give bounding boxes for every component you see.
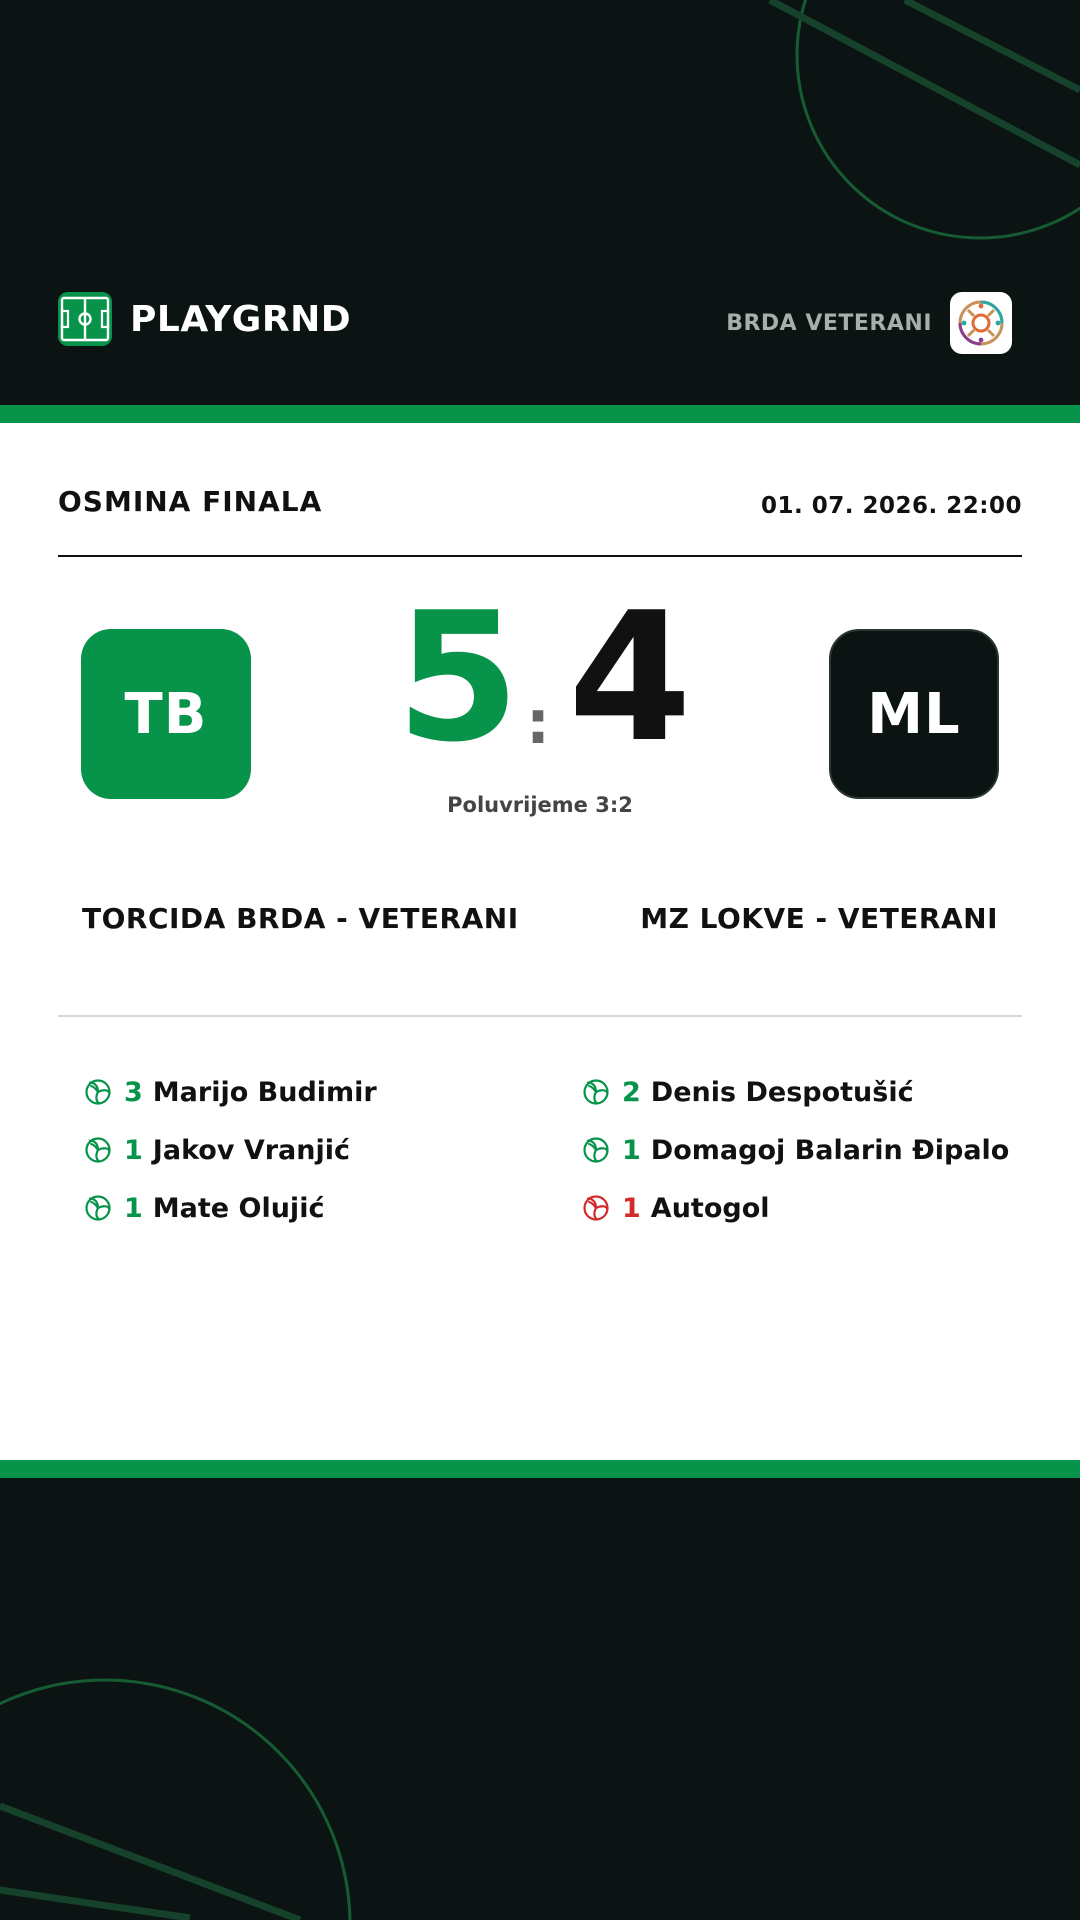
- away-team-badge: ML: [829, 629, 999, 799]
- league-name: BRDA VETERANI: [726, 310, 932, 336]
- scorer-item: [582, 1063, 1009, 1121]
- accent-stripe-bottom: [0, 1460, 1080, 1478]
- volleyball-icon: [582, 1194, 610, 1222]
- scorer-name: Denis Despotušić: [650, 1076, 914, 1108]
- match-datetime: 01. 07. 2026. 22:00: [761, 493, 1022, 519]
- ball-emblem-icon: [956, 298, 1006, 348]
- volleyball-icon: [84, 1078, 112, 1106]
- accent-stripe-top: [0, 405, 1080, 423]
- goal-count: 1: [622, 1192, 641, 1224]
- away-score: 4: [568, 574, 692, 781]
- goal-count: 1: [124, 1192, 143, 1224]
- league-logo: [950, 292, 1012, 354]
- volleyball-icon: [582, 1136, 610, 1164]
- goal-count: 3: [124, 1076, 143, 1108]
- scorer-item: [84, 1121, 377, 1179]
- scorer-name: Mate Olujić: [152, 1192, 325, 1224]
- away-scorers-list: [582, 1063, 1009, 1237]
- goal-count: 1: [622, 1134, 641, 1166]
- divider: [58, 1015, 1022, 1017]
- goal-count: 1: [124, 1134, 143, 1166]
- home-score: 5: [396, 574, 520, 781]
- round-label: OSMINA FINALA: [58, 485, 323, 518]
- divider: [58, 555, 1022, 557]
- scorer-item: [84, 1179, 377, 1237]
- volleyball-icon: [84, 1194, 112, 1222]
- scorer-item: [84, 1063, 377, 1121]
- away-team-name: MZ LOKVE - VETERANI: [640, 902, 998, 935]
- score-separator: :: [526, 688, 550, 758]
- brand-name: PLAYGRND: [130, 298, 352, 340]
- league: [726, 292, 1012, 354]
- volleyball-icon: [582, 1078, 610, 1106]
- home-team-badge: TB: [81, 629, 251, 799]
- volleyball-icon: [84, 1136, 112, 1164]
- goal-count: 2: [622, 1076, 641, 1108]
- brand: [58, 292, 351, 346]
- match-card: [0, 423, 1080, 1460]
- scorer-name: Autogol: [650, 1192, 770, 1224]
- football-pitch-icon: [58, 292, 112, 346]
- scorer-name: Marijo Budimir: [152, 1076, 377, 1108]
- scorer-item-own-goal: [582, 1179, 1009, 1237]
- scorer-item: [582, 1121, 1009, 1179]
- halftime-score: Poluvrijeme 3:2: [447, 793, 633, 817]
- home-scorers-list: [84, 1063, 377, 1237]
- scorer-name: Jakov Vranjić: [152, 1134, 351, 1166]
- scorer-name: Domagoj Balarin Đipalo: [650, 1134, 1010, 1166]
- home-team-name: TORCIDA BRDA - VETERANI: [82, 902, 519, 935]
